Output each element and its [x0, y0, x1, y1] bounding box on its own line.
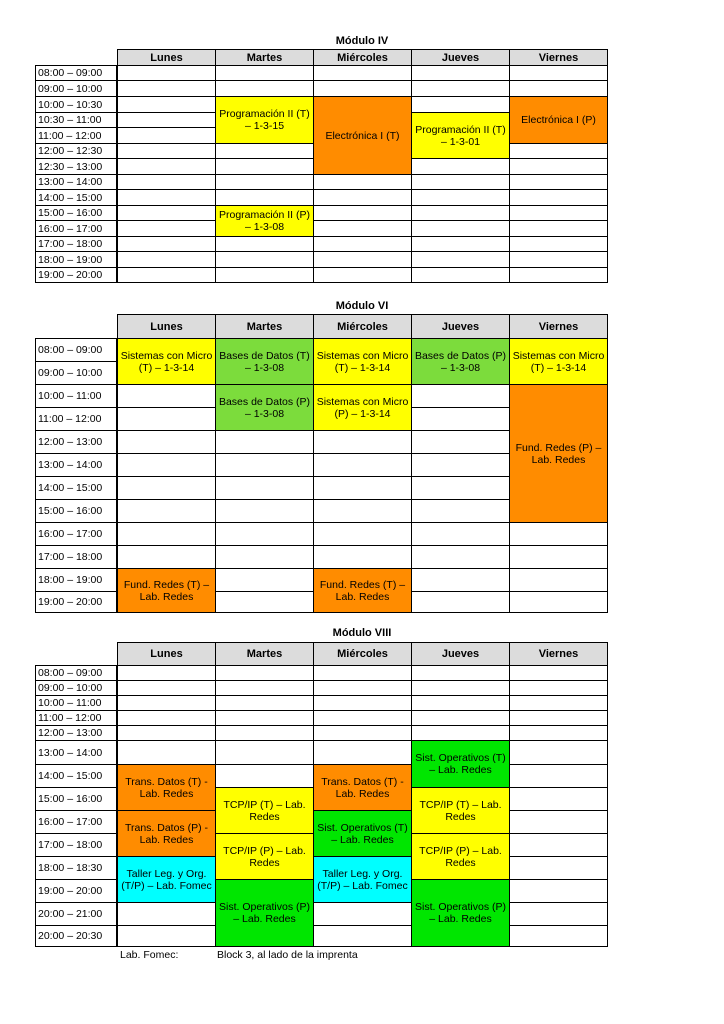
schedule-cell [509, 764, 608, 788]
class-block: Fund. Redes (T) – Lab. Redes [313, 568, 412, 613]
class-block: Sistemas con Micro (P) – 1-3-14 [313, 384, 412, 431]
day-header-0: Lunes [117, 314, 216, 339]
schedule-cell [313, 725, 412, 741]
schedule-cell [117, 267, 216, 283]
module-title: Módulo IV [335, 35, 389, 47]
schedule-cell [411, 476, 510, 500]
schedule-cell [117, 740, 216, 765]
class-block: Trans. Datos (T) - Lab. Redes [117, 764, 216, 811]
schedule-cell [313, 205, 412, 221]
schedule-cell [117, 174, 216, 190]
day-header-1: Martes [215, 49, 314, 66]
schedule-cell [509, 740, 608, 765]
schedule-cell [509, 695, 608, 711]
schedule-cell [215, 725, 314, 741]
class-block: Programación II (P) – 1-3-08 [215, 205, 314, 237]
schedule-cell [509, 189, 608, 206]
schedule-cell [215, 189, 314, 206]
schedule-cell [509, 787, 608, 811]
schedule-cell [509, 267, 608, 283]
schedule-cell [117, 384, 216, 408]
time-slot: 13:00 – 14:00 [35, 453, 117, 477]
schedule-cell [215, 764, 314, 788]
schedule-cell [411, 725, 510, 741]
schedule-cell [117, 407, 216, 431]
module-title: Módulo VIII [332, 627, 392, 639]
schedule-cell [215, 695, 314, 711]
schedule-cell [313, 476, 412, 500]
schedule-cell [411, 236, 510, 252]
schedule-cell [117, 96, 216, 113]
time-slot: 11:00 – 12:00 [35, 127, 117, 144]
schedule-cell [411, 205, 510, 221]
schedule-cell [117, 220, 216, 237]
schedule-cell [411, 251, 510, 268]
time-slot: 14:00 – 15:00 [35, 189, 117, 206]
day-header-3: Jueves [411, 49, 510, 66]
schedule-cell [411, 65, 510, 81]
day-header-1: Martes [215, 642, 314, 666]
time-slot: 16:00 – 17:00 [35, 220, 117, 237]
time-slot: 16:00 – 17:00 [35, 810, 117, 834]
time-slot: 08:00 – 09:00 [35, 338, 117, 362]
schedule-cell [117, 430, 216, 454]
class-block: Fund. Redes (T) – Lab. Redes [117, 568, 216, 613]
class-block: Trans. Datos (P) - Lab. Redes [117, 810, 216, 857]
schedule-cell [313, 174, 412, 190]
schedule-cell [117, 127, 216, 144]
schedule-cell [313, 251, 412, 268]
day-header-1: Martes [215, 314, 314, 339]
schedule-cell [117, 205, 216, 221]
schedule-cell [215, 680, 314, 696]
class-block: Bases de Datos (P) – 1-3-08 [215, 384, 314, 431]
schedule-cell [117, 112, 216, 128]
time-slot: 19:00 – 20:00 [35, 591, 117, 613]
class-block: TCP/IP (T) – Lab. Redes [411, 787, 510, 834]
day-header-2: Miércoles [313, 314, 412, 339]
schedule-cell [117, 680, 216, 696]
time-slot: 11:00 – 12:00 [35, 407, 117, 431]
schedule-cell [215, 545, 314, 569]
time-slot: 20:00 – 21:00 [35, 902, 117, 926]
schedule-cell [313, 665, 412, 681]
schedule-cell [313, 925, 412, 947]
schedule-cell [215, 740, 314, 765]
schedule-cell [215, 65, 314, 81]
schedule-cell [509, 710, 608, 726]
time-slot: 17:00 – 18:00 [35, 545, 117, 569]
schedule-cell [313, 710, 412, 726]
time-slot: 17:00 – 18:00 [35, 833, 117, 857]
schedule-cell [313, 267, 412, 283]
time-slot: 08:00 – 09:00 [35, 665, 117, 681]
schedule-cell [509, 810, 608, 834]
schedule-cell [509, 236, 608, 252]
schedule-cell [117, 695, 216, 711]
schedule-cell [411, 430, 510, 454]
day-header-3: Jueves [411, 314, 510, 339]
day-header-4: Viernes [509, 314, 608, 339]
schedule-cell [215, 251, 314, 268]
schedule-cell [509, 251, 608, 268]
module-title: Módulo VI [335, 300, 389, 312]
schedule-cell [509, 591, 608, 613]
schedule-cell [117, 143, 216, 159]
schedule-cell [509, 158, 608, 175]
schedule-cell [117, 665, 216, 681]
day-header-4: Viernes [509, 642, 608, 666]
schedule-cell [411, 591, 510, 613]
class-block: Bases de Datos (P) – 1-3-08 [411, 338, 510, 385]
schedule-cell [509, 856, 608, 880]
schedule-cell [215, 453, 314, 477]
day-header-3: Jueves [411, 642, 510, 666]
schedule-cell [509, 545, 608, 569]
schedule-cell [411, 545, 510, 569]
schedule-cell [509, 143, 608, 159]
schedule-cell [313, 499, 412, 523]
schedule-cell [117, 925, 216, 947]
time-slot: 16:00 – 17:00 [35, 522, 117, 546]
schedule-cell [215, 499, 314, 523]
schedule-cell [313, 430, 412, 454]
time-slot: 10:30 – 11:00 [35, 112, 117, 128]
time-slot: 19:00 – 20:00 [35, 267, 117, 283]
time-slot: 12:00 – 13:00 [35, 430, 117, 454]
schedule-cell [215, 80, 314, 97]
schedule-cell [509, 80, 608, 97]
class-block: Sist. Operativos (T) – Lab. Redes [313, 810, 412, 857]
time-slot: 15:00 – 16:00 [35, 499, 117, 523]
schedule-cell [117, 710, 216, 726]
class-block: Sist. Operativos (P) – Lab. Redes [411, 879, 510, 947]
class-block: Programación II (T) – 1-3-01 [411, 112, 510, 159]
schedule-cell [215, 174, 314, 190]
time-slot: 09:00 – 10:00 [35, 361, 117, 385]
time-slot: 14:00 – 15:00 [35, 476, 117, 500]
schedule-cell [411, 665, 510, 681]
day-header-4: Viernes [509, 49, 608, 66]
time-slot: 10:00 – 10:30 [35, 96, 117, 113]
class-block: Trans. Datos (T) - Lab. Redes [313, 764, 412, 811]
schedule-cell [215, 665, 314, 681]
schedule-cell [509, 879, 608, 903]
schedule-cell [215, 158, 314, 175]
schedule-cell [215, 522, 314, 546]
schedule-cell [509, 665, 608, 681]
schedule-cell [117, 236, 216, 252]
schedule-cell [411, 384, 510, 408]
time-slot: 18:00 – 18:30 [35, 856, 117, 880]
time-slot: 09:00 – 10:00 [35, 680, 117, 696]
schedule-cell [313, 695, 412, 711]
schedule-cell [215, 476, 314, 500]
schedule-cell [411, 158, 510, 175]
schedule-cell [411, 680, 510, 696]
schedule-cell [411, 96, 510, 113]
schedule-cell [509, 220, 608, 237]
schedule-cell [411, 174, 510, 190]
schedule-cell [509, 174, 608, 190]
schedule-cell [215, 568, 314, 592]
day-header-2: Miércoles [313, 642, 412, 666]
schedule-cell [411, 568, 510, 592]
time-slot: 13:00 – 14:00 [35, 174, 117, 190]
schedule-cell [117, 476, 216, 500]
schedule-cell [411, 522, 510, 546]
schedule-cell [313, 236, 412, 252]
schedule-cell [411, 80, 510, 97]
schedule-cell [215, 236, 314, 252]
schedule-cell [509, 65, 608, 81]
schedule-cell [215, 430, 314, 454]
schedule-cell [411, 407, 510, 431]
schedule-cell [509, 680, 608, 696]
time-slot: 18:00 – 19:00 [35, 568, 117, 592]
time-slot: 15:00 – 16:00 [35, 205, 117, 221]
time-slot: 19:00 – 20:00 [35, 879, 117, 903]
day-header-0: Lunes [117, 49, 216, 66]
schedule-cell [313, 740, 412, 765]
time-slot: 10:00 – 11:00 [35, 695, 117, 711]
schedule-cell [411, 453, 510, 477]
footer-value: Block 3, al lado de la imprenta [217, 949, 358, 961]
schedule-cell [117, 158, 216, 175]
time-slot: 13:00 – 14:00 [35, 740, 117, 765]
schedule-cell [509, 725, 608, 741]
class-block: Taller Leg. y Org. (T/P) – Lab. Fomec [313, 856, 412, 903]
schedule-cell [117, 902, 216, 926]
class-block: TCP/IP (P) – Lab. Redes [411, 833, 510, 880]
time-slot: 17:00 – 18:00 [35, 236, 117, 252]
schedule-cell [509, 522, 608, 546]
schedule-cell [411, 710, 510, 726]
class-block: Sist. Operativos (P) – Lab. Redes [215, 879, 314, 947]
schedule-cell [411, 220, 510, 237]
class-block: Sistemas con Micro (T) – 1-3-14 [509, 338, 608, 385]
schedule-cell [509, 925, 608, 947]
schedule-cell [313, 65, 412, 81]
schedule-cell [117, 251, 216, 268]
time-slot: 15:00 – 16:00 [35, 787, 117, 811]
schedule-cell [117, 545, 216, 569]
schedule-cell [509, 833, 608, 857]
schedule-cell [411, 267, 510, 283]
time-slot: 10:00 – 11:00 [35, 384, 117, 408]
schedule-cell [313, 680, 412, 696]
schedule-cell [313, 545, 412, 569]
schedule-cell [411, 695, 510, 711]
schedule-cell [313, 453, 412, 477]
schedule-cell [313, 189, 412, 206]
schedule-cell [509, 902, 608, 926]
class-block: Sist. Operativos (T) – Lab. Redes [411, 740, 510, 788]
schedule-cell [117, 725, 216, 741]
time-slot: 09:00 – 10:00 [35, 80, 117, 97]
schedule-cell [215, 710, 314, 726]
class-block: Electrónica I (P) [509, 96, 608, 144]
schedule-cell [215, 143, 314, 159]
time-slot: 18:00 – 19:00 [35, 251, 117, 268]
schedule-cell [215, 267, 314, 283]
time-slot: 11:00 – 12:00 [35, 710, 117, 726]
schedule-cell [313, 902, 412, 926]
schedule-cell [117, 65, 216, 81]
footer-label: Lab. Fomec: [120, 949, 179, 961]
class-block: TCP/IP (T) – Lab. Redes [215, 787, 314, 834]
schedule-cell [313, 522, 412, 546]
class-block: TCP/IP (P) – Lab. Redes [215, 833, 314, 880]
schedule-cell [313, 80, 412, 97]
schedule-cell [509, 205, 608, 221]
time-slot: 12:00 – 13:00 [35, 725, 117, 741]
time-slot: 12:00 – 12:30 [35, 143, 117, 159]
schedule-cell [313, 220, 412, 237]
time-slot: 12:30 – 13:00 [35, 158, 117, 175]
class-block: Taller Leg. y Org. (T/P) – Lab. Fomec [117, 856, 216, 903]
class-block: Programación II (T) – 1-3-15 [215, 96, 314, 144]
day-header-0: Lunes [117, 642, 216, 666]
schedule-cell [117, 80, 216, 97]
schedule-cell [411, 499, 510, 523]
time-slot: 20:00 – 20:30 [35, 925, 117, 947]
class-block: Sistemas con Micro (T) – 1-3-14 [117, 338, 216, 385]
schedule-cell [117, 522, 216, 546]
class-block: Sistemas con Micro (T) – 1-3-14 [313, 338, 412, 385]
day-header-2: Miércoles [313, 49, 412, 66]
schedule-cell [509, 568, 608, 592]
class-block: Bases de Datos (T) – 1-3-08 [215, 338, 314, 385]
class-block: Fund. Redes (P) – Lab. Redes [509, 384, 608, 523]
time-slot: 08:00 – 09:00 [35, 65, 117, 81]
schedule-cell [215, 591, 314, 613]
time-slot: 14:00 – 15:00 [35, 764, 117, 788]
class-block: Electrónica I (T) [313, 96, 412, 175]
schedule-cell [117, 499, 216, 523]
schedule-cell [117, 453, 216, 477]
schedule-cell [117, 189, 216, 206]
schedule-cell [411, 189, 510, 206]
